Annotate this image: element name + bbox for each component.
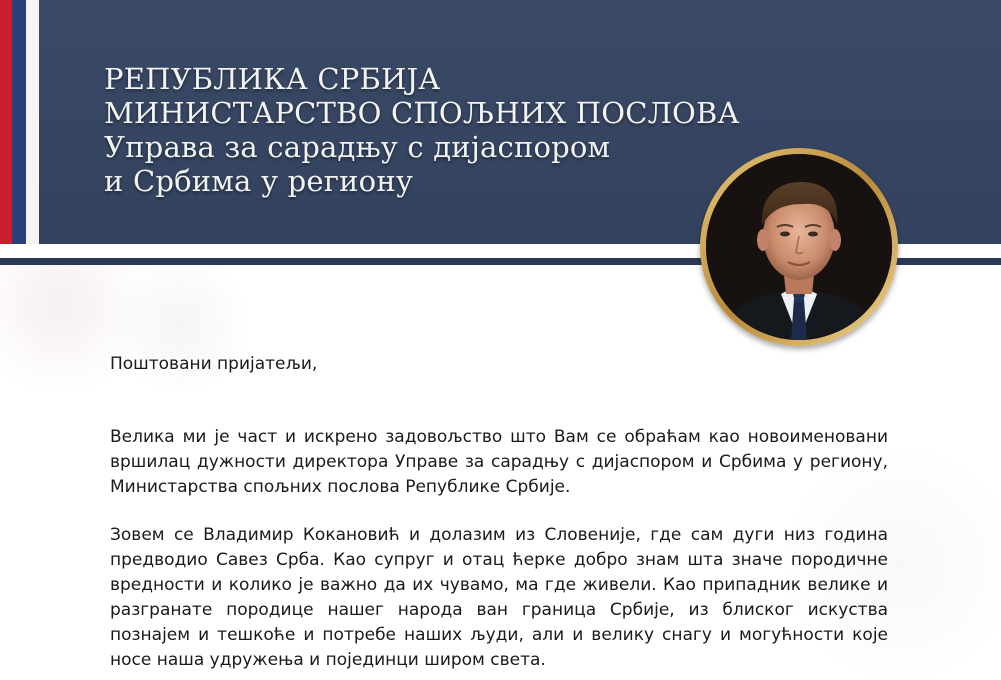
paragraph-line: носе наша удружења и појединци широм света. [110,650,546,670]
letter-greeting: Поштовани пријатељи, [110,354,318,374]
person-portrait-icon [706,154,892,340]
title-line-republic: РЕПУБЛИКА СРБИЈА [104,62,441,96]
flag-stripe-white [26,0,39,244]
paragraph-line: вредности и колико је важно да их чувамо, ма где живели. Као припадник велике и [110,575,888,595]
serbian-flag-stripes [0,0,40,244]
title-line-ministry: МИНИСТАРСТВО СПОЉНИХ ПОСЛОВА [104,96,740,130]
flag-stripe-red [0,0,12,244]
letter-body [110,352,888,680]
paragraph-line: вршилац дужности директора Управе за сарадњу с дијаспором и Србима у региону, [110,452,888,472]
title-line-directorate: Управа за сарадњу с дијаспором [104,130,611,164]
title-line-region: и Србима у региону [104,164,414,198]
paragraph-line: Министарства спољних послова Републике Србије. [110,477,571,497]
flag-stripe-blue [12,0,26,244]
paragraph-line: Велика ми је част и искрено задовољство што Вам се обраћам као новоименовани [110,427,888,447]
institution-title [104,62,740,198]
letter-paragraph-2 [110,523,888,673]
director-portrait-frame [700,148,898,346]
paragraph-line: познајем и тешкоће и потребе наших људи, али и велику снагу и могућности које [110,625,888,645]
director-portrait-photo [706,154,892,340]
paragraph-line: Зовем се Владимир Кокановић и долазим из Словеније, где сам дуги низ година [110,525,888,545]
paragraph-line: разгранате породице нашег народа ван граница Србије, из блиског искуства [110,600,888,620]
letter-paragraph-1 [110,425,888,500]
paragraph-line: предводио Савез Срба. Као супруг и отац ћерке добро знам шта значе породичне [110,550,888,570]
